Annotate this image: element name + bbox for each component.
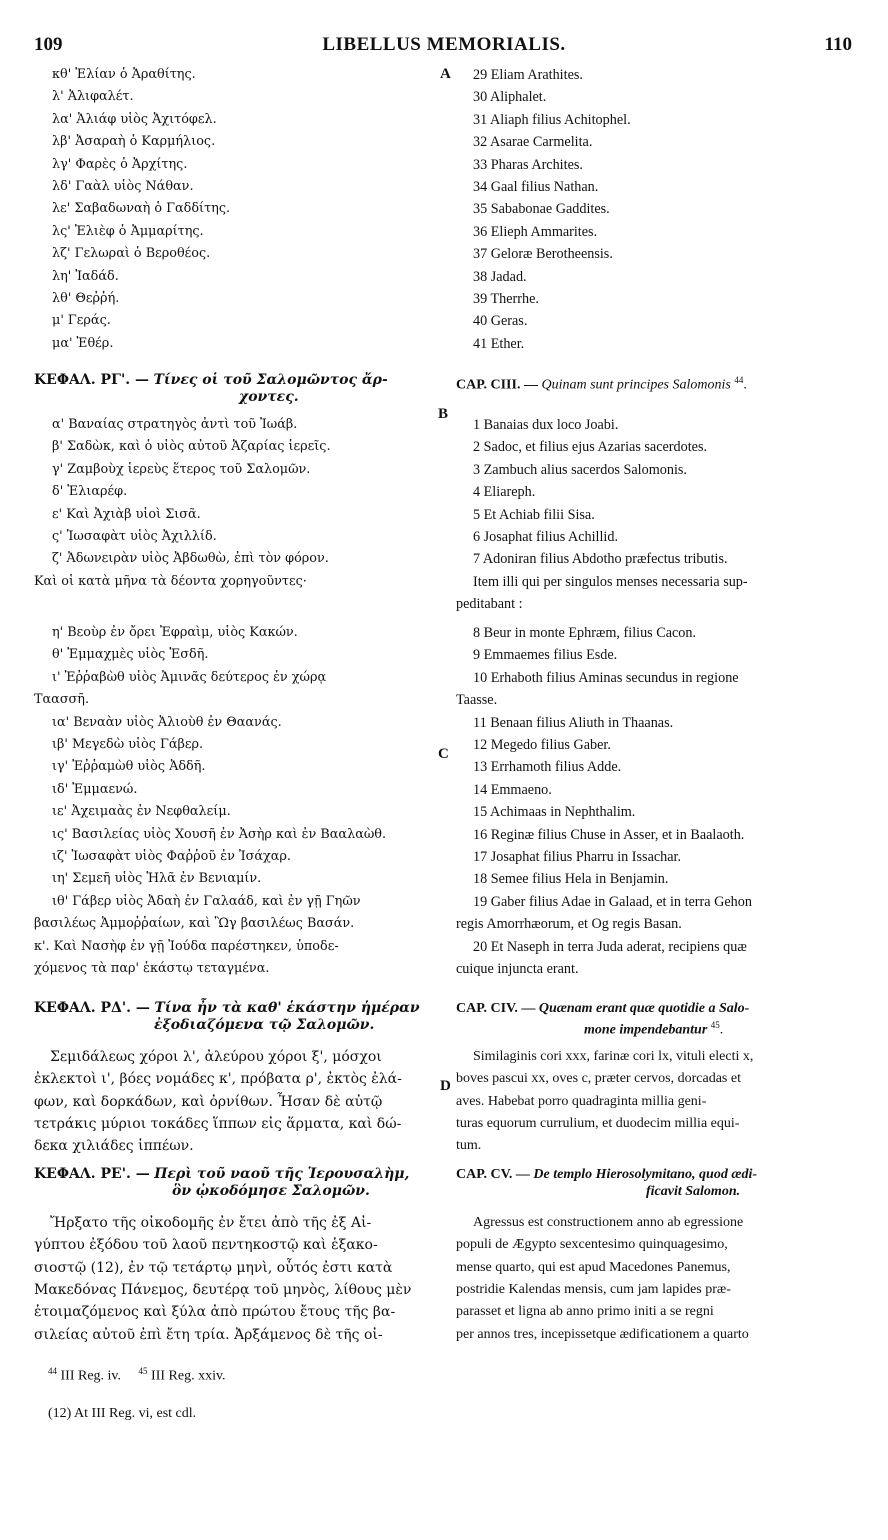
greek-item: λη' Ἰαδάδ. [52, 268, 119, 284]
chapter-title-cont: mone impendebantur [584, 1022, 708, 1038]
latin-item: Item illi qui per singulos menses necessaria sup- [473, 573, 748, 590]
chapter-title-cont: ὃν ᾠκοδόμησε Σαλομῶν. [172, 1183, 370, 1199]
greek-item: λδ' Γαὰλ υἱὸς Νάθαν. [52, 179, 194, 194]
footnote-44: III Reg. iv. [60, 1368, 122, 1384]
text-line: tum. [456, 1138, 482, 1154]
latin-item: 18 Semee filius Hela in Benjamin. [473, 871, 669, 888]
latin-item: 4 Eliareph. [473, 484, 536, 501]
latin-list-1 [473, 64, 859, 364]
text-line: turas equorum currulium, et duodecim millia equi- [456, 1115, 740, 1131]
greek-item: Καὶ οἱ κατὰ μῆνα τὰ δέοντα χορηγοῦντες· [34, 573, 307, 589]
latin-item: 34 Gaal filius Nathan. [473, 179, 599, 195]
heading-period: . [719, 1022, 724, 1038]
latin-item: 20 Et Naseph in terra Juda aderat, recipiens quæ [473, 938, 747, 955]
latin-item: 36 Elieph Ammarites. [473, 223, 598, 240]
page-number-left: 109 [34, 34, 63, 55]
greek-list-2 [34, 414, 430, 604]
margin-letter-a: A [440, 66, 451, 82]
greek-item: μα' Ἐθέρ. [52, 335, 114, 351]
latin-item: 15 Achimaas in Nephthalim. [473, 804, 636, 821]
greek-item: ις' Βασιλείας υἱὸς Χουσῆ ἐν Ἀσὴρ καὶ ἐν Βααλαὼθ. [52, 826, 387, 842]
chapter-title-cont: ficavit Salomon. [646, 1184, 741, 1199]
text-line: γύπτου ἐξόδου τοῦ λαοῦ πεντηκοστῷ καὶ ἑξακο- [34, 1237, 378, 1254]
greek-item: λζ' Γελωραὶ ὁ Βεροθέος. [52, 246, 211, 262]
latin-item: 29 Eliam Arathites. [473, 67, 583, 83]
greek-item: ς' Ἰωσαφὰτ υἱὸς Ἀχιλλίδ. [52, 529, 217, 544]
text-line: per annos tres, incepissetque ædificationem a quarto [456, 1326, 749, 1342]
latin-item: 7 Adoniran filius Abdotho præfectus tributis. [473, 551, 728, 568]
greek-item: λβ' Ἀσαραὴ ὁ Καρμήλιος. [52, 134, 216, 150]
greek-item: ε' Καὶ Ἀχιὰβ υἱοὶ Σισᾶ. [52, 506, 201, 522]
latin-item: 38 Jadad. [473, 268, 527, 285]
latin-item: 2 Sadoc, et filius ejus Azarias sacerdotes. [473, 439, 708, 456]
latin-item: 16 Reginæ filius Chuse in Asser, et in Baalaoth. [473, 826, 745, 843]
latin-item: Taasse. [456, 692, 498, 709]
text-line: mense quarto, qui est apud Macedones Panemus, [456, 1259, 731, 1275]
chapter-title: Περὶ τοῦ ναοῦ τῆς Ἱερουσαλὴμ, [154, 1166, 410, 1182]
chapter-title-cont: χοντες. [239, 389, 299, 405]
latin-item: 17 Josaphat filius Pharru in Issachar. [473, 849, 682, 865]
latin-item: 1 Banaias dux loco Joabi. [473, 417, 619, 433]
greek-item: Ταασσῆ. [34, 692, 90, 708]
greek-item: χόμενος τὰ παρ' ἑκάστῳ τεταγμένα. [34, 961, 270, 976]
greek-item: ιβ' Μεγεδὼ υἱὸς Γάβερ. [52, 737, 204, 752]
chapter-label: CAP. CIII. — [456, 377, 538, 393]
greek-item: μ' Γεράς. [52, 313, 111, 329]
heading-period: . [743, 377, 747, 393]
footnotes-line [48, 1366, 226, 1385]
latin-item: 39 Therrhe. [473, 291, 539, 307]
text-line: δεκα χιλιάδες ἱππέων. [34, 1138, 194, 1155]
greek-item: η' Βεοὺρ ἐν ὄρει Ἐφραὶμ, υἱὸς Κακών. [52, 625, 298, 640]
chapter-label: ΚΕΦΑΛ. ΡΓ'. — [34, 372, 150, 388]
running-title: LIBELLUS MEMORIALIS. [322, 34, 566, 55]
latin-item: 6 Josaphat filius Achillid. [473, 529, 619, 545]
latin-list-2 [456, 414, 859, 614]
greek-item: ια' Βεναὰν υἱὸς Ἀλιοὺθ ἐν Θαανάς. [52, 714, 282, 730]
latin-item: 11 Benaan filius Aliuth in Thaanas. [473, 714, 674, 731]
chapter-title: Τίνα ἦν τὰ καθ' ἑκάστην ἡμέραν [154, 1000, 420, 1016]
latin-item: 14 Emmaeno. [473, 781, 552, 798]
greek-item: κθ' Ἐλίαν ὁ Ἀραθίτης. [52, 67, 196, 82]
latin-item: 33 Pharas Archites. [473, 156, 583, 173]
footnote-12: (12) At III Reg. vi, est cdl. [48, 1406, 197, 1421]
latin-item: 5 Et Achiab filii Sisa. [473, 506, 595, 523]
latin-item: 8 Beur in monte Ephræm, filius Cacon. [473, 625, 697, 641]
latin-item: 40 Geras. [473, 313, 528, 330]
footnote-mark: 44 [48, 1366, 57, 1376]
greek-item: ζ' Ἀδωνειρὰν υἱὸς Ἀβδωθὼ, ἐπὶ τὸν φόρον. [52, 551, 329, 567]
greek-list-3 [34, 622, 430, 992]
footnote-ref: 45 [710, 1020, 720, 1030]
greek-item: ιδ' Ἐμμαενώ. [52, 781, 138, 797]
text-line: boves pascui xx, oves c, præter cervos, dorcadas et [456, 1071, 741, 1087]
latin-item: 3 Zambuch alius sacerdos Salomonis. [473, 461, 687, 478]
greek-item: γ' Ζαμβοὺχ ἱερεὺς ἕτερος τοῦ Σαλομῶν. [52, 461, 311, 477]
footnote-mark: 45 [138, 1366, 148, 1376]
text-line: aves. Habebat porro quadraginta millia geni- [456, 1093, 707, 1109]
greek-item: λθ' Θεῤῥή. [52, 291, 120, 306]
latin-item: regis Amorrhæorum, et Og regis Basan. [456, 916, 682, 933]
page-number-right: 110 [824, 34, 852, 55]
greek-item: ιθ' Γάβερ υἱὸς Ἀδαὴ ἐν Γαλαάδ, καὶ ἐν γῇ Γηῶν [52, 893, 361, 909]
greek-item: βασιλέως Ἀμμοῤῥαίων, καὶ Ὢγ βασιλέως Βασάν. [34, 916, 355, 932]
latin-item: 19 Gaber filius Adae in Galaad, et in terra Gehon [473, 893, 752, 910]
latin-item: 12 Megedo filius Gaber. [473, 737, 611, 753]
chapter-title: Τίνες οἱ τοῦ Σαλομῶντος ἄρ- [153, 372, 388, 388]
chapter-title-cont: ἐξοδιαζόμενα τῷ Σαλομῶν. [154, 1017, 375, 1033]
chapter-title: De templo Hierosolymitano, quod ædi- [533, 1167, 758, 1182]
text-line: Similaginis cori xxx, farinæ cori lx, vituli electi x, [473, 1049, 754, 1064]
latin-list-3 [456, 622, 859, 992]
latin-item: 30 Aliphalet. [473, 89, 547, 106]
greek-item: κ'. Καὶ Νασὴφ ἐν γῇ Ἰούδα παρέστηκεν, ὑποδε- [34, 938, 339, 954]
latin-item: peditabant : [456, 596, 523, 613]
latin-item: 35 Sababonae Gaddites. [473, 201, 610, 218]
text-line: Σεμιδάλεως χόροι λ', ἀλεύρου χόροι ξ', μόσχοι [50, 1049, 382, 1065]
latin-item: 32 Asarae Carmelita. [473, 134, 593, 151]
greek-item: δ' Ἐλιαρέφ. [52, 484, 128, 500]
greek-item: θ' Ἐμμαχμὲς υἱὸς Ἐσδῆ. [52, 647, 209, 663]
text-line: σιλείας αὐτοῦ ἐπὶ ἔτη τρία. Ἀρξάμενος δὲ τῆς οἰ- [34, 1326, 383, 1343]
text-line: τετράκις μύριοι τοκάδες ἵππων εἰς ἅρματα, καὶ δώ- [34, 1115, 402, 1132]
greek-item: λ' Ἀλιφαλέτ. [52, 89, 134, 105]
text-line: parasset et ligna ab anno primo initi a se regni [456, 1304, 714, 1320]
latin-item: 10 Erhaboth filius Aminas secundus in regione [473, 669, 739, 686]
text-line: σιοστῷ (12), ἐν τῷ τετάρτῳ μηνὶ, οὗτός ἐστι κατὰ [34, 1259, 393, 1276]
latin-item: cuique injuncta erant. [456, 961, 579, 977]
greek-item: ιη' Σεμεῆ υἱὸς Ἡλᾶ ἐν Βενιαμίν. [52, 871, 262, 887]
chapter-label: ΚΕΦΑΛ. ΡΔ'. — [34, 1000, 150, 1016]
text-line: populi de Ægypto sexcentesimo quinquagesimo, [456, 1237, 728, 1253]
text-line: ἐκλεκτοὶ ι', βόες νομάδες κ', πρόβατα ρ', ἐκτὸς ἐλά- [34, 1071, 402, 1088]
greek-item: λα' Ἀλιάφ υἱὸς Ἀχιτόφελ. [52, 111, 217, 127]
greek-list-1 [52, 64, 430, 364]
margin-letter-c: C [438, 746, 449, 762]
latin-item: 31 Aliaph filius Achitophel. [473, 111, 631, 128]
greek-item: λγ' Φαρὲς ὁ Ἀρχίτης. [52, 156, 188, 172]
margin-letter-b: B [438, 406, 449, 422]
greek-item: ιε' Ἀχειμαὰς ἐν Νεφθαλείμ. [52, 804, 231, 820]
latin-item: 37 Geloræ Berotheensis. [473, 246, 613, 263]
text-line: Ἤρξατο τῆς οἰκοδομῆς ἐν ἔτει ἀπὸ τῆς ἐξ Αἰ- [50, 1215, 372, 1231]
text-line: postridie Kalendas mensis, cum jam lapides præ- [456, 1281, 731, 1297]
greek-item: λς' Ἐλιὲφ ὁ Ἀμμαρίτης. [52, 223, 204, 239]
chapter-label: CAP. CIV. — [456, 1001, 536, 1016]
latin-item: 9 Emmaemes filius Esde. [473, 647, 618, 664]
chapter-label: ΚΕΦΑΛ. ΡΕ'. — [34, 1166, 150, 1182]
greek-item: β' Σαδὼκ, καὶ ὁ υἱὸς αὐτοῦ Ἀζαρίας ἱερεῖς. [52, 439, 331, 455]
text-line: Agressus est constructionem anno ab egressione [473, 1215, 744, 1230]
margin-letter-d: D [440, 1078, 451, 1094]
chapter-title: Quænam erant quæ quotidie a Salo- [538, 1001, 750, 1016]
text-line: ἑτοιμαζόμενος καὶ ξύλα ἀπὸ πρώτου ἔτους τῆς βα- [34, 1304, 396, 1321]
greek-item: ιζ' Ἰωσαφὰτ υἱὸς Φαῤῥοῦ ἐν Ἰσάχαρ. [52, 849, 291, 864]
greek-item: ι' Ἐῤῥαβὼθ υἱὸς Ἀμινᾶς δεύτερος ἐν χώρᾳ [52, 669, 327, 685]
footnote-45: III Reg. xxiv. [151, 1368, 226, 1384]
text-line: φων, καὶ δορκάδων, καὶ ὀρνίθων. Ἦσαν δὲ αὐτῷ [34, 1093, 383, 1110]
footnote-ref: 44 [734, 375, 744, 385]
chapter-label: CAP. CV. — [456, 1167, 530, 1182]
chapter-title: Quinam sunt principes Salomonis [541, 377, 731, 393]
greek-item: ιγ' Ἐῤῥαμὼθ υἱὸς Ἀδδῆ. [52, 759, 206, 775]
latin-item: 13 Errhamoth filius Adde. [473, 759, 622, 776]
greek-item: λε' Σαβαδωναὴ ὁ Γαδδίτης. [52, 201, 231, 217]
greek-item: α' Βαναίας στρατηγὸς ἀντὶ τοῦ Ἰωάβ. [52, 417, 298, 432]
latin-item: 41 Ether. [473, 335, 525, 352]
text-line: Μακεδόνας Πάνεμος, δευτέρᾳ τοῦ μηνὸς, λίθους μὲν [34, 1281, 412, 1298]
